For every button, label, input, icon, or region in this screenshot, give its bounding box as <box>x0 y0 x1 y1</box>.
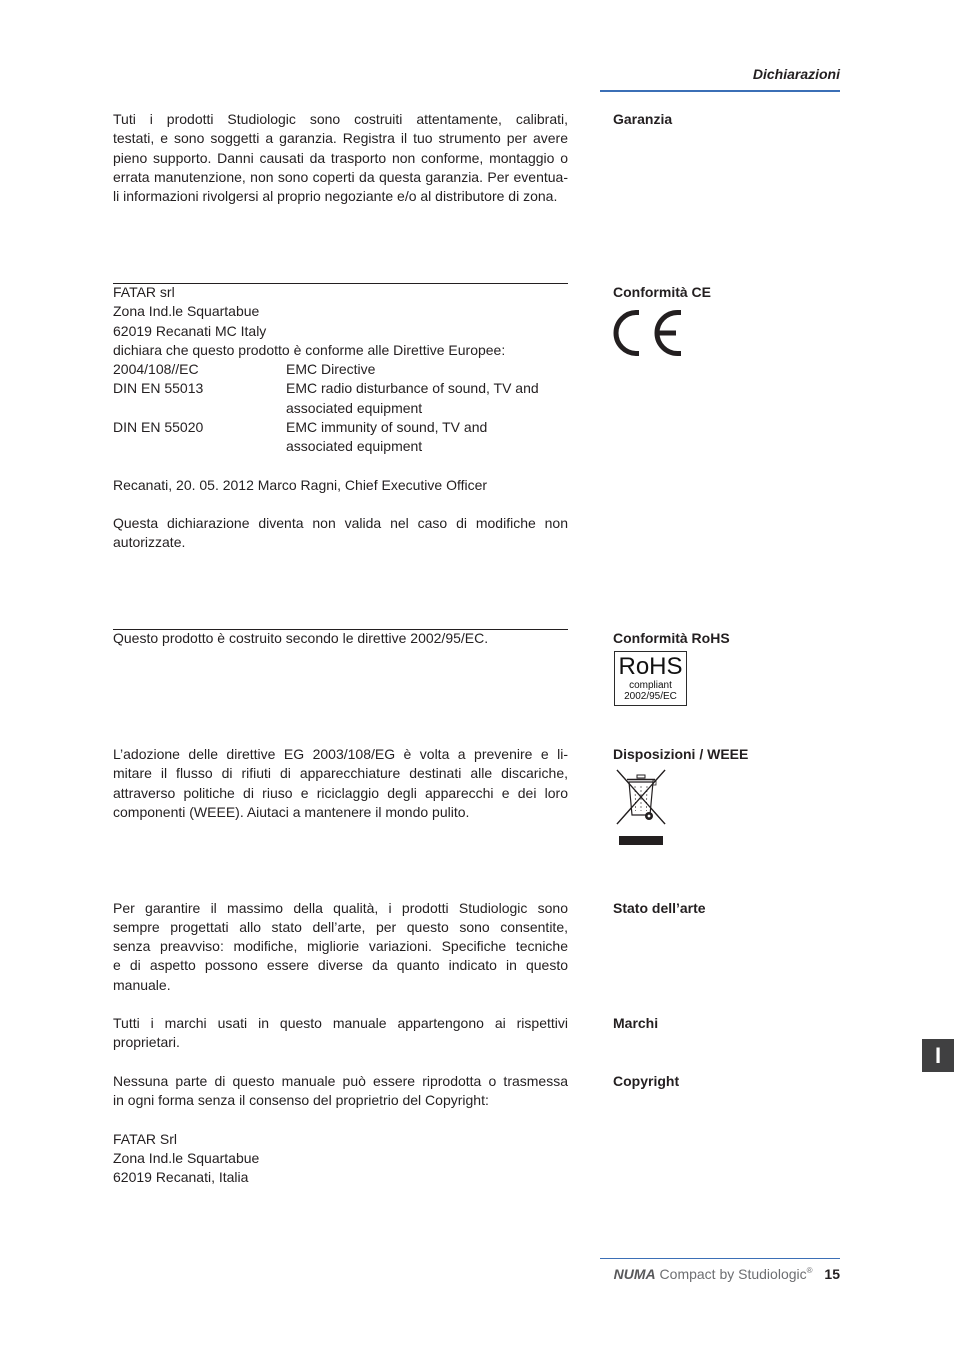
footer-registered-mark: ® <box>806 1266 813 1275</box>
spacer <box>113 1111 568 1130</box>
ce-statement: dichiara che questo prodotto è conforme alle Direttive Europee: <box>113 341 506 358</box>
weee-line: componenti (WEEE). Aiutaci a mantenere il mondo pulito. <box>113 803 470 820</box>
directive-description-line: associated equipment <box>286 399 423 416</box>
directive-description <box>286 418 568 457</box>
crossed-out-wheelie-bin-icon <box>614 767 668 832</box>
company-address-line: 62019 Recanati, Italia <box>113 1169 249 1186</box>
copyright-line: in ogni forma senza il consenso del proprietrio del Copyright: <box>113 1092 489 1109</box>
state-of-art-heading: Stato dell’arte <box>613 899 706 916</box>
state-of-art-paragraph <box>113 899 568 995</box>
rohs-heading: Conformità RoHS <box>613 630 730 646</box>
weee-line: mitare il flusso di rifiuti di apparecchiature destinati alle discariche, <box>113 765 568 782</box>
page-number: 15 <box>824 1266 840 1282</box>
footer-tagline: Compact by Studiologic <box>659 1266 807 1282</box>
weee-paragraph <box>113 745 568 822</box>
directive-description-line: associated equipment <box>286 438 423 454</box>
trademarks-line: Tutti i marchi usati in questo manuale appartengono ai rispettivi <box>113 1015 568 1031</box>
warranty-line: errata manutenzione, non sono coperti da questa garanzia. Per eventua- <box>113 168 568 185</box>
directive-description <box>286 379 568 418</box>
copyright-heading: Copyright <box>613 1073 680 1089</box>
weee-line: L’adozione delle direttive EG 2003/108/EG è volta a prevenire e li- <box>113 746 568 762</box>
state-of-art-line: e di aspetto possono essere diverse da quanto indicato in questo <box>113 957 568 974</box>
company-address-line: Zona Ind.le Squartabue <box>113 1150 260 1166</box>
footer-product-name: NUMA <box>613 1266 656 1282</box>
ce-heading: Conformità CE <box>613 284 711 300</box>
directive-description-line: EMC immunity of sound, TV and <box>286 418 488 435</box>
warranty-line: li informazioni rivolgersi al proprio negoziante e/o al distributore di zona. <box>113 188 558 204</box>
directive-description <box>286 360 568 379</box>
trademarks-line: proprietari. <box>113 1034 180 1051</box>
rohs-text: Questo prodotto è costruito secondo le direttive 2002/95/EC. <box>113 630 489 646</box>
weee-line: attraverso politiche di riuso e riciclaggio degli apparecchi e dei loro <box>113 784 568 801</box>
directive-row <box>113 379 568 418</box>
footer-divider <box>600 1258 840 1259</box>
weee-heading: Disposizioni / WEEE <box>613 746 749 762</box>
rohs-badge-title: RoHS <box>618 653 683 680</box>
ce-validity-line: Questa dichiarazione diventa non valida nel caso di modifiche non <box>113 515 568 531</box>
header-divider <box>600 90 840 92</box>
directive-description-line: EMC radio disturbance of sound, TV and <box>286 380 539 397</box>
directive-row <box>113 360 568 379</box>
directive-code: DIN EN 55013 <box>113 380 204 397</box>
ce-declaration <box>113 283 568 553</box>
rohs-compliance-badge <box>614 651 687 706</box>
ce-mark-icon <box>612 309 684 364</box>
section-title: Dichiarazioni <box>752 66 840 82</box>
state-of-art-line: manuale. <box>113 976 171 993</box>
trademarks-paragraph <box>113 1014 568 1053</box>
directive-code: 2004/108//EC <box>113 361 199 377</box>
warranty-line: testati, e sono soggetti a garanzia. Registra il tuo strumento per avere <box>113 130 568 147</box>
directive-row <box>113 418 568 457</box>
ce-signature: Recanati, 20. 05. 2012 Marco Ragni, Chief Executive Officer <box>113 476 488 493</box>
warranty-paragraph <box>113 110 568 206</box>
copyright-paragraph <box>113 1072 568 1188</box>
company-address-line: 62019 Recanati MC Italy <box>113 322 267 339</box>
state-of-art-line: senza preavviso: modifiche, migliorie variazioni. Specifiche tecniche <box>113 938 568 954</box>
warranty-line: Tuti i prodotti Studiologic sono costruiti attentamente, calibrati, <box>113 111 568 127</box>
company-name: FATAR srl <box>113 284 175 300</box>
company-name: FATAR Srl <box>113 1130 178 1147</box>
ce-validity-line: autorizzate. <box>113 534 186 551</box>
spacer <box>113 456 568 475</box>
company-address-line: Zona Ind.le Squartabue <box>113 303 260 320</box>
state-of-art-line: Per garantire il massimo della qualità, i prodotti Studiologic sono <box>113 899 568 916</box>
rohs-badge-line: compliant <box>629 680 672 691</box>
copyright-line: Nessuna parte di questo manuale può essere riprodotta o trasmessa <box>113 1073 568 1089</box>
state-of-art-line: sempre progettati allo stato dell’arte, per questo sono consentite, <box>113 918 568 935</box>
warranty-heading: Garanzia <box>613 111 673 127</box>
footer-credit <box>614 1265 840 1284</box>
trademarks-heading: Marchi <box>613 1015 659 1031</box>
weee-marking-bar <box>619 836 663 845</box>
warranty-line: pieno supporto. Danni causati da trasporto non conforme, montaggio o <box>113 149 568 166</box>
rohs-badge-line: 2002/95/EC <box>624 691 677 702</box>
directive-code: DIN EN 55020 <box>113 418 204 435</box>
rohs-paragraph <box>113 629 568 648</box>
directive-description-line: EMC Directive <box>286 361 376 377</box>
language-section-tab: I <box>922 1039 954 1072</box>
spacer <box>113 495 568 514</box>
